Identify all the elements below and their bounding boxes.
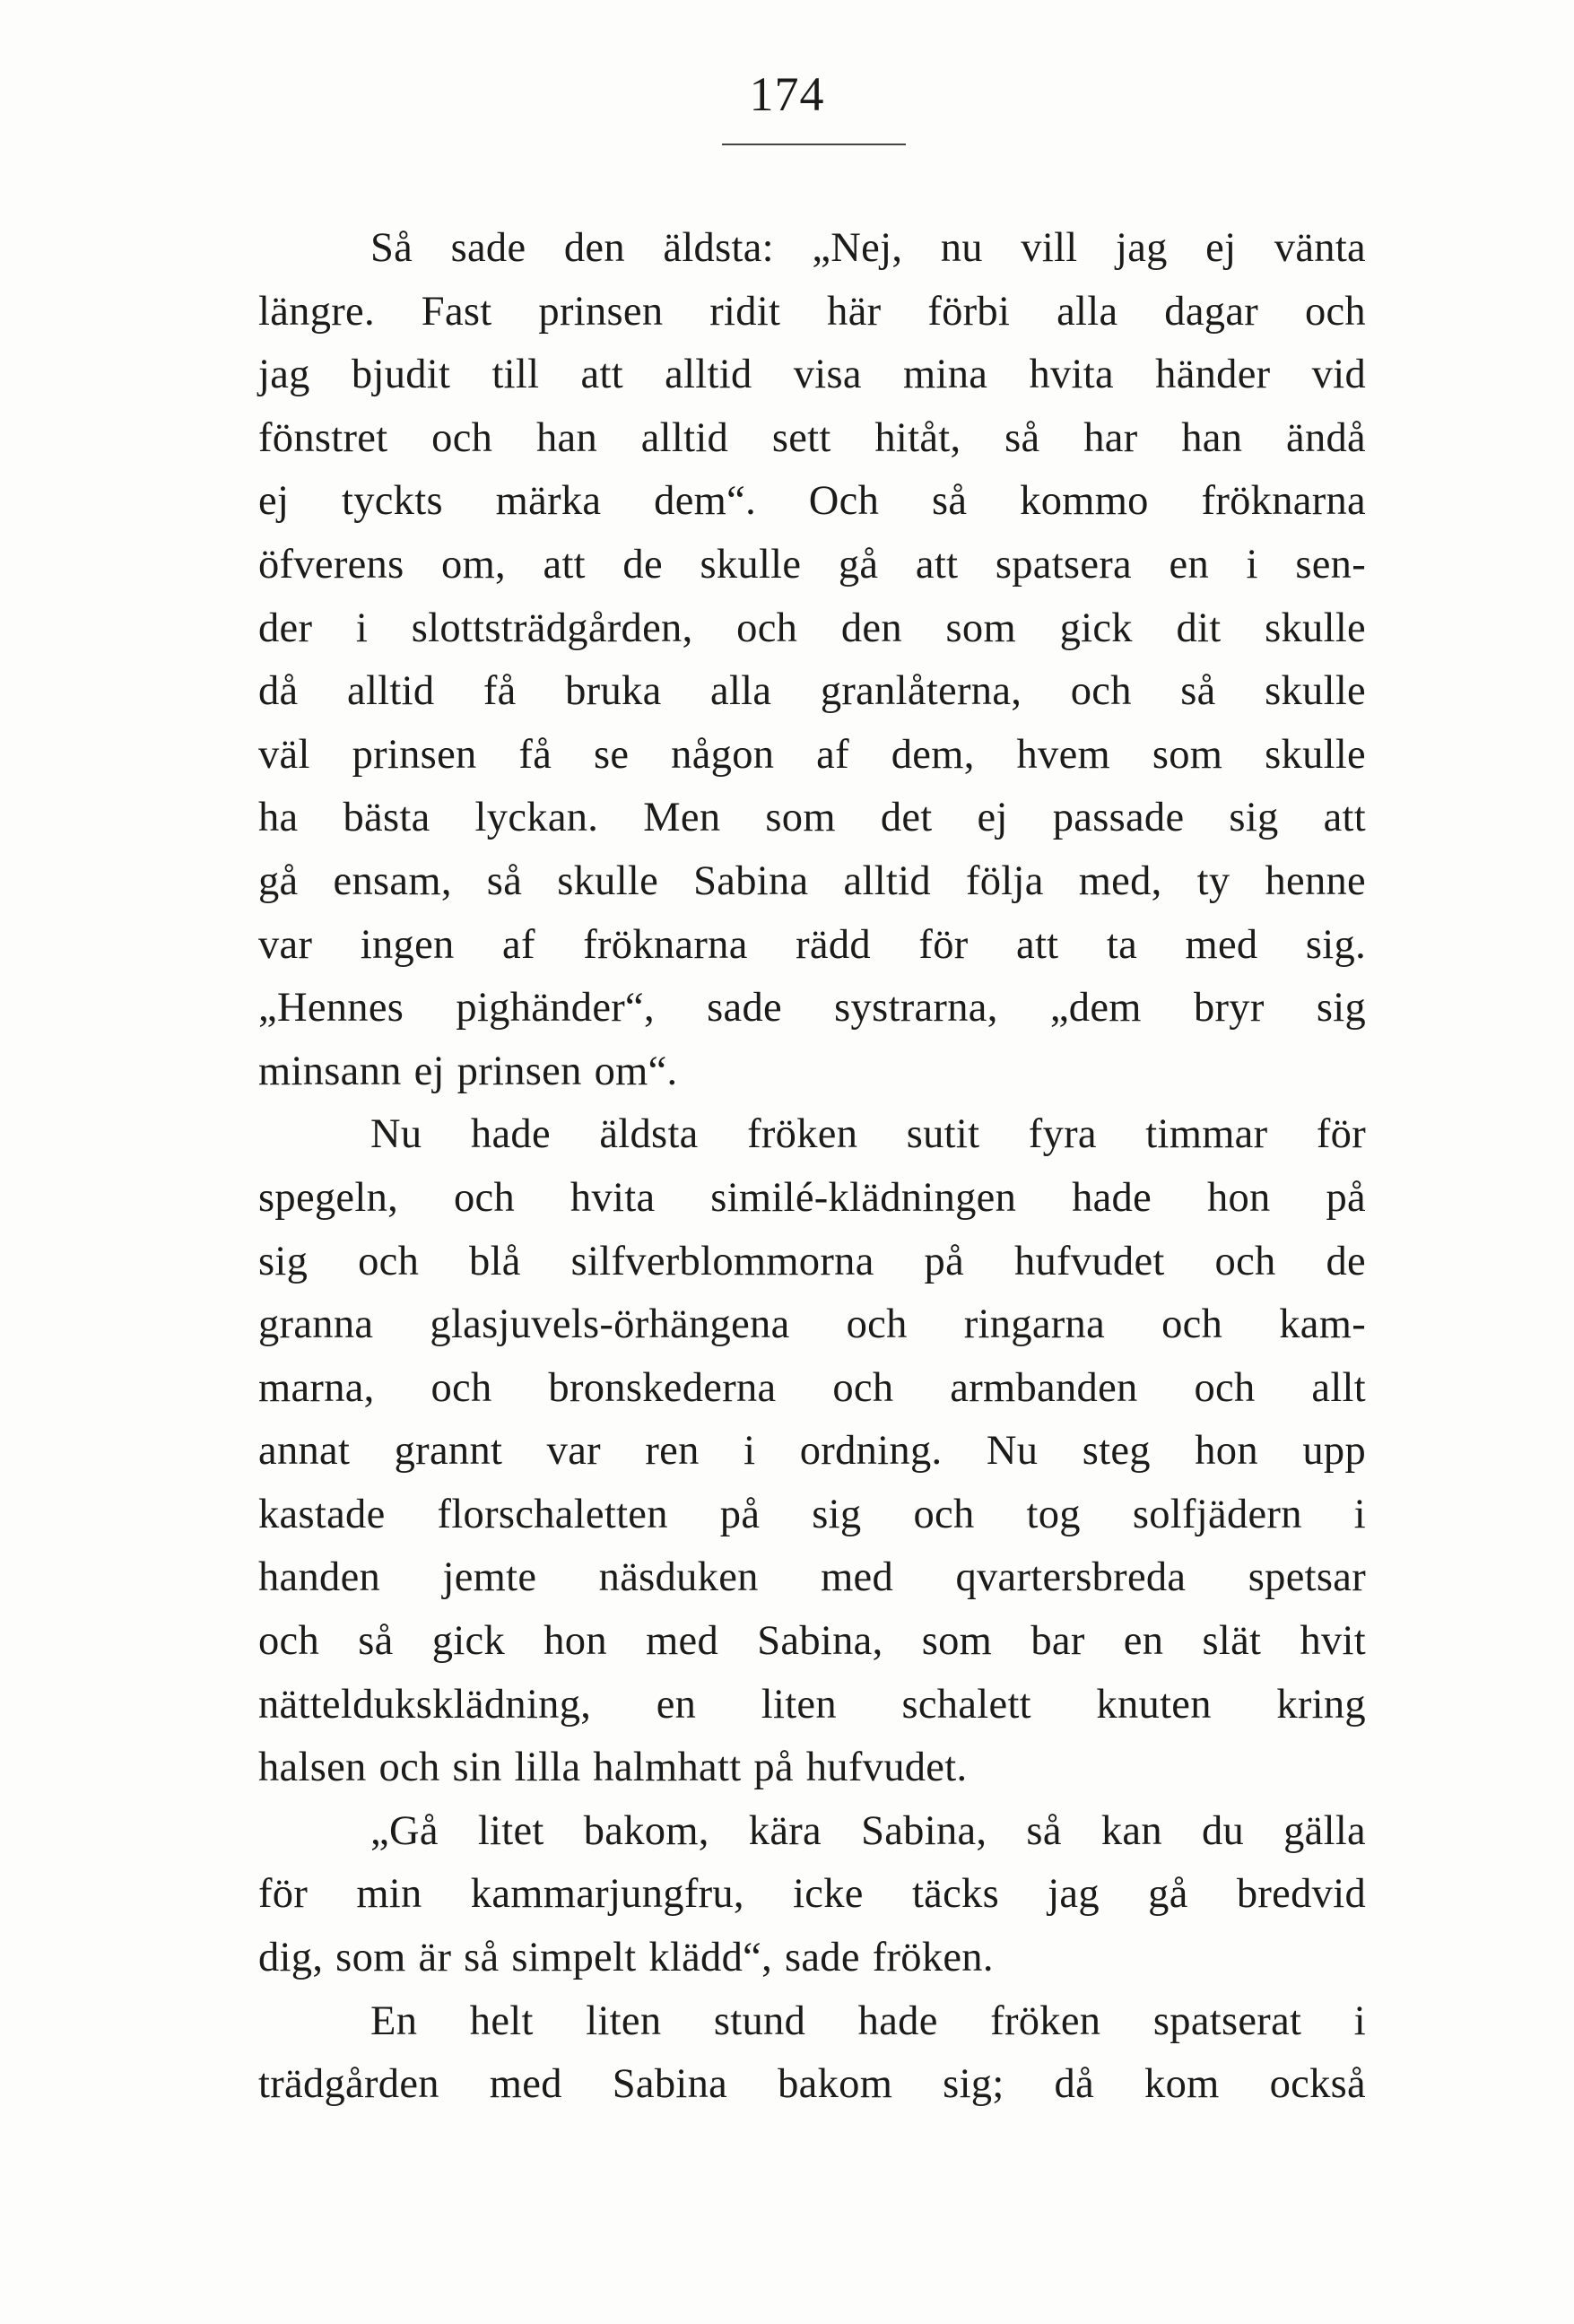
text-line: kastade florschaletten på sig och tog solfjädern i [258, 1491, 1366, 1537]
text-line: öfverens om, att de skulle gå att spatsera en i sen- [258, 541, 1366, 588]
text-line: En helt liten stund hade fröken spatserat i [370, 1998, 1366, 2044]
text-line: handen jemte näsduken med qvartersbreda spetsar [258, 1554, 1366, 1601]
text-line: fönstret och han alltid sett hitåt, så har han ändå [258, 414, 1366, 461]
text-line: väl prinsen få se någon af dem, hvem som skulle [258, 731, 1366, 778]
text-line: granna glasjuvels-örhängena och ringarna och kam- [258, 1301, 1366, 1348]
text-line: nättelduksklädning, en liten schalett knuten kring [258, 1681, 1366, 1728]
text-line: dig, som är så simpelt klädd“, sade fröken. [258, 1935, 994, 1981]
text-line: trädgården med Sabina bakom sig; då kom också [258, 2061, 1366, 2108]
text-line: då alltid få bruka alla granlåterna, och så skulle [258, 668, 1366, 715]
text-line: gå ensam, så skulle Sabina alltid följa med, ty henne [258, 857, 1366, 904]
page-number: 174 [749, 67, 825, 121]
text-line: „Hennes pighänder“, sade systrarna, „dem bryr sig [258, 985, 1366, 1031]
text-line: spegeln, och hvita similé-klädningen hade hon på [258, 1174, 1366, 1221]
text-line: Nu hade äldsta fröken sutit fyra timmar för [370, 1111, 1366, 1158]
text-line: var ingen af fröknarna rädd för att ta med sig. [258, 921, 1366, 968]
text-line: sig och blå silfverblommorna på hufvudet och de [258, 1238, 1366, 1284]
text-line: ha bästa lyckan. Men som det ej passade sig att [258, 795, 1366, 841]
text-line: längre. Fast prinsen ridit här förbi alla dagar och [258, 288, 1366, 335]
body-text [258, 217, 1366, 2117]
text-line: halsen och sin lilla halmhatt på hufvudet. [258, 1745, 968, 1791]
text-line: Så sade den äldsta: „Nej, nu vill jag ej vänta [370, 225, 1366, 271]
text-line: minsann ej prinsen om“. [258, 1048, 678, 1094]
text-line: der i slottsträdgården, och den som gick dit skulle [258, 605, 1366, 651]
header-rule [722, 144, 906, 145]
text-line: jag bjudit till att alltid visa mina hvita händer vid [258, 352, 1366, 398]
text-line: annat grannt var ren i ordning. Nu steg hon upp [258, 1428, 1366, 1475]
text-line: för min kammarjungfru, icke täcks jag gå bredvid [258, 1871, 1366, 1918]
text-line: marna, och bronskederna och armbanden och allt [258, 1364, 1366, 1411]
text-line: och så gick hon med Sabina, som bar en slät hvit [258, 1618, 1366, 1665]
text-line: ej tyckts märka dem“. Och så kommo fröknarna [258, 478, 1366, 525]
text-line: „Gå litet bakom, kära Sabina, så kan du gälla [370, 1807, 1366, 1854]
